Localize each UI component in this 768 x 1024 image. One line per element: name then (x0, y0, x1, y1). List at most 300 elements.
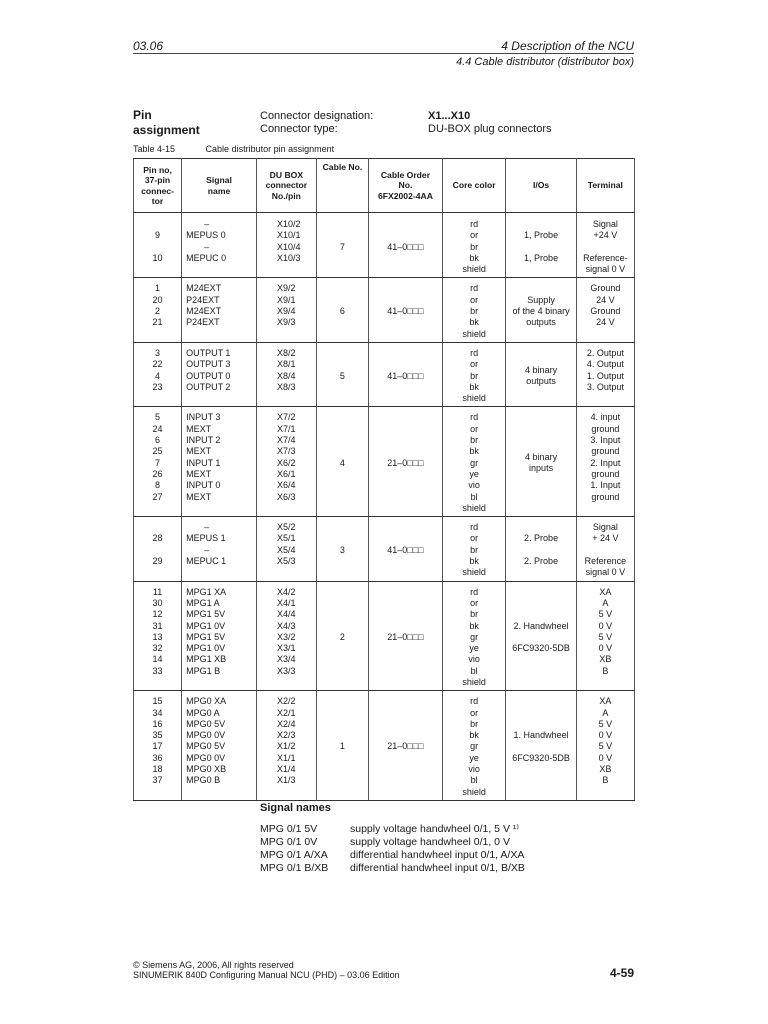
terminal: XB (599, 654, 612, 665)
header-line: No. (398, 180, 413, 191)
signal-name-row (260, 849, 524, 861)
signal-name (186, 503, 254, 514)
header-line: connec- (141, 185, 175, 196)
terminal: Signal (592, 522, 618, 533)
table-cell (576, 691, 634, 801)
dubox-pin: X10/2 (276, 219, 301, 229)
pin-number (136, 787, 179, 798)
core-color: bl (470, 491, 478, 502)
terminal: 0 V (598, 730, 613, 741)
table-cell (442, 581, 506, 691)
dubox-pin: X4/1 (276, 597, 296, 608)
cable-order-number: 41–0□□□ (387, 370, 424, 381)
table-cell (256, 342, 316, 406)
signal-name: MPG1 XA (186, 586, 227, 597)
dubox-pin (277, 503, 314, 514)
io-description: 6FC9320-5DB (512, 643, 570, 654)
signal-name: – (204, 544, 210, 555)
pin-number: 25 (152, 446, 163, 457)
dubox-pin: X3/2 (276, 631, 296, 642)
pin-number: 17 (152, 741, 163, 752)
dubox-pin (277, 787, 314, 798)
terminal: 1. Output (586, 370, 624, 381)
core-color: or (470, 230, 479, 241)
core-color: shield (462, 676, 486, 687)
pin-assignment-title-line1: Pin (133, 108, 152, 122)
dubox-pin: X4/4 (276, 609, 296, 620)
terminal: +24 V (593, 230, 618, 241)
signal-name-key: MPG 0/1 0V (260, 836, 318, 848)
table-row (134, 407, 635, 517)
core-color: shield (462, 393, 486, 404)
table-cell (256, 581, 316, 691)
terminal: 0 V (598, 620, 613, 631)
header-io (506, 159, 576, 213)
cable-order-number: 41–0□□□ (387, 241, 424, 252)
dubox-pin (277, 393, 314, 404)
terminal (579, 393, 632, 404)
table-number: Table 4-15 (133, 144, 176, 154)
dubox-pin: X1/1 (276, 752, 296, 763)
cable-number: 6 (339, 306, 345, 317)
core-color: br (470, 370, 479, 381)
header-pin (134, 159, 182, 213)
table-cell (134, 407, 182, 517)
dubox-pin: X2/2 (276, 696, 296, 707)
dubox-pin: X5/2 (276, 522, 296, 533)
pin-number: 33 (152, 665, 163, 676)
io-description: 2. Probe (524, 533, 559, 544)
dubox-pin (277, 677, 314, 688)
io-description: 6FC9320-5DB (512, 752, 570, 763)
core-color: bk (469, 252, 479, 263)
pin-number: 21 (152, 317, 163, 328)
header-signal (182, 159, 257, 213)
io-description: 4 binary (525, 451, 558, 462)
pin-number: 31 (152, 620, 163, 631)
io-description (508, 654, 573, 665)
table-row (134, 581, 635, 691)
signal-name: MPG0 B (186, 775, 221, 786)
table-cell (134, 691, 182, 801)
signal-name: – (204, 219, 210, 229)
signal-name (186, 393, 254, 404)
io-description (508, 666, 573, 677)
table-cell (182, 691, 257, 801)
core-color: ye (469, 752, 479, 763)
pin-number: 11 (152, 586, 163, 597)
table-name: Cable distributor pin assignment (205, 144, 335, 154)
io-description: 1, Probe (524, 252, 559, 263)
cable-order-number: 21–0□□□ (387, 741, 424, 752)
io-description: outputs (526, 317, 556, 328)
signal-name-description: supply voltage handwheel 0/1, 5 V ¹⁾ (350, 823, 519, 835)
pin-number: 18 (152, 764, 163, 775)
table-row (134, 278, 635, 342)
terminal: A (602, 597, 609, 608)
terminal: Ground (590, 306, 621, 317)
core-color: rd (470, 586, 479, 597)
table-cell (316, 407, 368, 517)
signal-name: M24EXT (186, 283, 222, 294)
dubox-pin: X9/1 (276, 294, 296, 305)
signal-name: MEPUC 0 (186, 252, 227, 263)
signal-name: MPG0 0V (186, 752, 226, 763)
dubox-pin: X8/1 (276, 359, 296, 370)
terminal: 2. Input (590, 457, 621, 468)
terminal: signal 0 V (585, 567, 626, 578)
signal-name: M24EXT (186, 306, 222, 317)
signal-name-row (260, 836, 510, 848)
pin-number: 16 (152, 718, 163, 729)
cable-order-number: 21–0□□□ (387, 631, 424, 642)
table-cell (182, 581, 257, 691)
signal-name-key: MPG 0/1 A/XA (260, 849, 328, 861)
table-row (134, 342, 635, 406)
io-description (508, 522, 573, 533)
core-color: rd (470, 412, 479, 423)
dubox-pin: X7/1 (276, 423, 296, 434)
terminal: A (602, 707, 609, 718)
header-terminal (576, 159, 634, 213)
connector-type-value: DU-BOX plug connectors (428, 123, 552, 135)
terminal: 5 V (598, 718, 613, 729)
table-cell (442, 278, 506, 342)
pin-number: 14 (152, 654, 163, 665)
table-cell (256, 213, 316, 278)
pin-number: 29 (152, 556, 163, 567)
io-description (508, 587, 573, 598)
cable-number: 1 (339, 741, 345, 752)
pin-number: 2 (155, 306, 161, 317)
table-cell (369, 342, 443, 406)
dubox-pin: X3/4 (276, 654, 296, 665)
terminal: Ground (590, 283, 621, 294)
header-dubox (256, 159, 316, 213)
io-description (508, 719, 573, 730)
terminal: ground (591, 423, 620, 434)
pin-number (136, 242, 179, 253)
core-color: bk (469, 556, 479, 567)
signal-name (186, 329, 254, 340)
signal-name: MPG0 XB (186, 764, 227, 775)
table-cell (369, 691, 443, 801)
table-cell (442, 213, 506, 278)
terminal: 5 V (598, 741, 613, 752)
header-line: name (207, 185, 231, 196)
table-cell (134, 278, 182, 342)
signal-name: P24EXT (186, 294, 220, 305)
table-cell (442, 342, 506, 406)
core-color: rd (470, 283, 479, 294)
core-color: bl (470, 665, 478, 676)
table-row (134, 517, 635, 581)
io-description (508, 632, 573, 643)
dubox-pin: X4/2 (276, 586, 296, 597)
pin-number (136, 503, 179, 514)
signal-name: MPG0 A (186, 707, 220, 718)
terminal: ground (591, 446, 620, 457)
table-cell (369, 517, 443, 581)
table-cell (506, 517, 576, 581)
cable-number: 4 (339, 457, 345, 468)
pin-number: 13 (152, 631, 163, 642)
pin-number: 34 (152, 707, 163, 718)
dubox-pin: X10/3 (276, 252, 301, 263)
io-description (508, 567, 573, 578)
terminal: XA (599, 586, 612, 597)
core-color: gr (470, 457, 479, 468)
core-color: shield (462, 264, 486, 275)
dubox-pin: X8/4 (276, 370, 296, 381)
table-cell (576, 517, 634, 581)
core-color: or (470, 294, 479, 305)
core-color: vio (468, 654, 480, 665)
header-version: 03.06 (133, 39, 164, 53)
core-color: br (470, 544, 479, 555)
footer-manual: SINUMERIK 840D Configuring Manual NCU (PHD) – 03.06 Edition (133, 970, 400, 980)
dubox-pin: X6/2 (276, 457, 296, 468)
header-order (369, 159, 443, 213)
header-line: connector (265, 180, 308, 191)
core-color: vio (468, 480, 480, 491)
signal-name: MEPUS 0 (186, 230, 226, 241)
dubox-pin: X5/1 (276, 533, 296, 544)
signal-name-description: differential handwheel input 0/1, A/XA (350, 849, 525, 861)
terminal: Reference- (583, 252, 628, 263)
table-cell (442, 691, 506, 801)
io-description: 1, Probe (524, 230, 559, 241)
terminal: 4. input (590, 412, 621, 423)
terminal: 1. Input (590, 480, 621, 491)
io-description: outputs (526, 376, 556, 387)
table-cell (256, 691, 316, 801)
table-cell (182, 213, 257, 278)
signal-name: OUTPUT 1 (186, 347, 231, 358)
signal-name (186, 677, 254, 688)
header-line: 6FX2002-4AA (377, 190, 433, 201)
header-cable (316, 159, 368, 213)
table-cell (506, 581, 576, 691)
core-color: rd (470, 347, 479, 358)
table-cell (316, 581, 368, 691)
header-subsection: 4.4 Cable distributor (distributor box) (456, 56, 634, 68)
signal-name: INPUT 1 (186, 457, 221, 468)
io-description: of the 4 binary (512, 306, 570, 317)
pin-number: 12 (152, 609, 163, 620)
pin-number: 30 (152, 597, 163, 608)
header-color (442, 159, 506, 213)
signal-name-description: differential handwheel input 0/1, B/XB (350, 862, 525, 874)
core-color: bl (470, 775, 478, 786)
header-line: No./pin (271, 190, 301, 201)
terminal: Reference (584, 556, 627, 567)
connector-type-label: Connector type: (260, 123, 338, 135)
designation-label: Connector designation: (260, 110, 374, 122)
terminal: 4. Output (586, 359, 624, 370)
signal-name: MEPUC 1 (186, 556, 227, 567)
pin-number: 15 (152, 696, 163, 707)
table-cell (134, 342, 182, 406)
core-color: gr (470, 631, 479, 642)
dubox-pin (277, 567, 314, 578)
dubox-pin: X6/1 (276, 468, 296, 479)
signal-name: MPG1 XB (186, 654, 227, 665)
table-cell (316, 213, 368, 278)
terminal: 24 V (596, 294, 615, 305)
core-color: rd (470, 522, 479, 533)
table-cell (576, 581, 634, 691)
cable-order-number: 41–0□□□ (387, 544, 424, 555)
dubox-pin: X8/2 (276, 347, 296, 358)
dubox-pin: X7/3 (276, 446, 296, 457)
core-color: bk (469, 620, 479, 631)
core-color: shield (462, 502, 486, 513)
core-color: shield (462, 567, 486, 578)
cable-number: 5 (339, 370, 345, 381)
dubox-pin: X4/3 (276, 620, 296, 631)
pin-number: 37 (152, 775, 163, 786)
table-cell (134, 517, 182, 581)
signal-name: MPG1 0V (186, 620, 226, 631)
terminal: + 24 V (592, 533, 619, 544)
dubox-pin: X2/1 (276, 707, 296, 718)
signal-name (186, 567, 254, 578)
table-row (134, 213, 635, 278)
io-description: Supply (527, 294, 555, 305)
io-description (508, 283, 573, 294)
pin-number: 4 (155, 370, 161, 381)
terminal: 2. Output (586, 347, 624, 358)
table-header-row (134, 159, 635, 213)
io-description (508, 708, 573, 719)
table-cell (442, 407, 506, 517)
core-color: ye (469, 643, 479, 654)
io-description: 2. Handwheel (513, 620, 569, 631)
terminal (579, 677, 632, 688)
core-color: bk (469, 381, 479, 392)
core-color: rd (470, 696, 479, 707)
dubox-pin (277, 329, 314, 340)
signal-name: OUTPUT 3 (186, 359, 231, 370)
header-line: Cable No. (322, 162, 363, 172)
signal-name: – (204, 522, 210, 533)
io-description: inputs (529, 463, 554, 474)
signal-name: MEXT (186, 446, 212, 457)
table-cell (134, 213, 182, 278)
io-description (508, 609, 573, 620)
core-color: vio (468, 764, 480, 775)
terminal: 24 V (596, 317, 615, 328)
dubox-pin: X9/2 (276, 283, 296, 294)
header-rule (133, 53, 634, 54)
dubox-pin: X5/3 (276, 556, 296, 567)
terminal: 5 V (598, 631, 613, 642)
core-color: bk (469, 317, 479, 328)
core-color: or (470, 533, 479, 544)
core-color: gr (470, 741, 479, 752)
terminal: ground (591, 491, 620, 502)
dubox-pin: X2/4 (276, 718, 296, 729)
pin-number: 5 (155, 412, 161, 423)
dubox-pin: X9/4 (276, 306, 296, 317)
dubox-pin: X5/4 (276, 544, 296, 555)
core-color: ye (469, 468, 479, 479)
table-cell (182, 407, 257, 517)
dubox-pin (277, 264, 314, 275)
terminal: XB (599, 764, 612, 775)
core-color: shield (462, 786, 486, 797)
terminal: XA (599, 696, 612, 707)
signal-name: MPG0 5V (186, 718, 226, 729)
dubox-pin: X3/3 (276, 665, 296, 676)
table-cell (369, 278, 443, 342)
signal-name: MPG1 5V (186, 609, 226, 620)
table-cell (182, 517, 257, 581)
table-cell (256, 517, 316, 581)
core-color: br (470, 609, 479, 620)
signal-name: MPG1 0V (186, 643, 226, 654)
header-line: DU BOX (269, 169, 304, 180)
core-color: bk (469, 730, 479, 741)
signal-name (186, 787, 254, 798)
signal-name: MPG0 XA (186, 696, 227, 707)
pin-number: 28 (152, 533, 163, 544)
terminal (579, 242, 632, 253)
terminal: 0 V (598, 752, 613, 763)
header-section: 4 Description of the NCU (501, 39, 634, 53)
designation-value: X1...X10 (428, 110, 471, 122)
signal-name: MPG0 5V (186, 741, 226, 752)
pin-number: 1 (155, 283, 161, 294)
terminal: signal 0 V (585, 264, 626, 275)
table-cell (369, 407, 443, 517)
pin-number: 24 (152, 423, 163, 434)
table-cell (182, 278, 257, 342)
signal-name: OUTPUT 2 (186, 381, 231, 392)
pin-number (136, 264, 179, 275)
signal-name-key: MPG 0/1 B/XB (260, 862, 329, 874)
table-cell (506, 407, 576, 517)
signal-name: MPG0 0V (186, 730, 226, 741)
terminal (579, 329, 632, 340)
table-cell (506, 342, 576, 406)
table-cell (576, 407, 634, 517)
signal-name-row (260, 862, 525, 874)
pin-number (136, 677, 179, 688)
signal-name: MEXT (186, 423, 212, 434)
core-color: or (470, 707, 479, 718)
signal-name: INPUT 0 (186, 480, 221, 491)
pin-number: 8 (155, 480, 161, 491)
signal-name: MPG1 B (186, 665, 221, 676)
pin-number: 23 (152, 381, 163, 392)
dubox-pin: X9/3 (276, 317, 296, 328)
signal-name: INPUT 2 (186, 435, 221, 446)
io-description (508, 545, 573, 556)
pin-number (136, 522, 179, 533)
header-line: tor (151, 196, 164, 206)
dubox-pin: X10/1 (276, 230, 301, 241)
io-description (508, 775, 573, 786)
cable-number: 3 (339, 544, 345, 555)
signal-name: INPUT 3 (186, 412, 221, 423)
pin-number: 27 (152, 491, 163, 502)
terminal (579, 545, 632, 556)
cable-order-number: 21–0□□□ (387, 457, 424, 468)
signal-name: P24EXT (186, 317, 220, 328)
header-line: Core color (452, 180, 496, 191)
